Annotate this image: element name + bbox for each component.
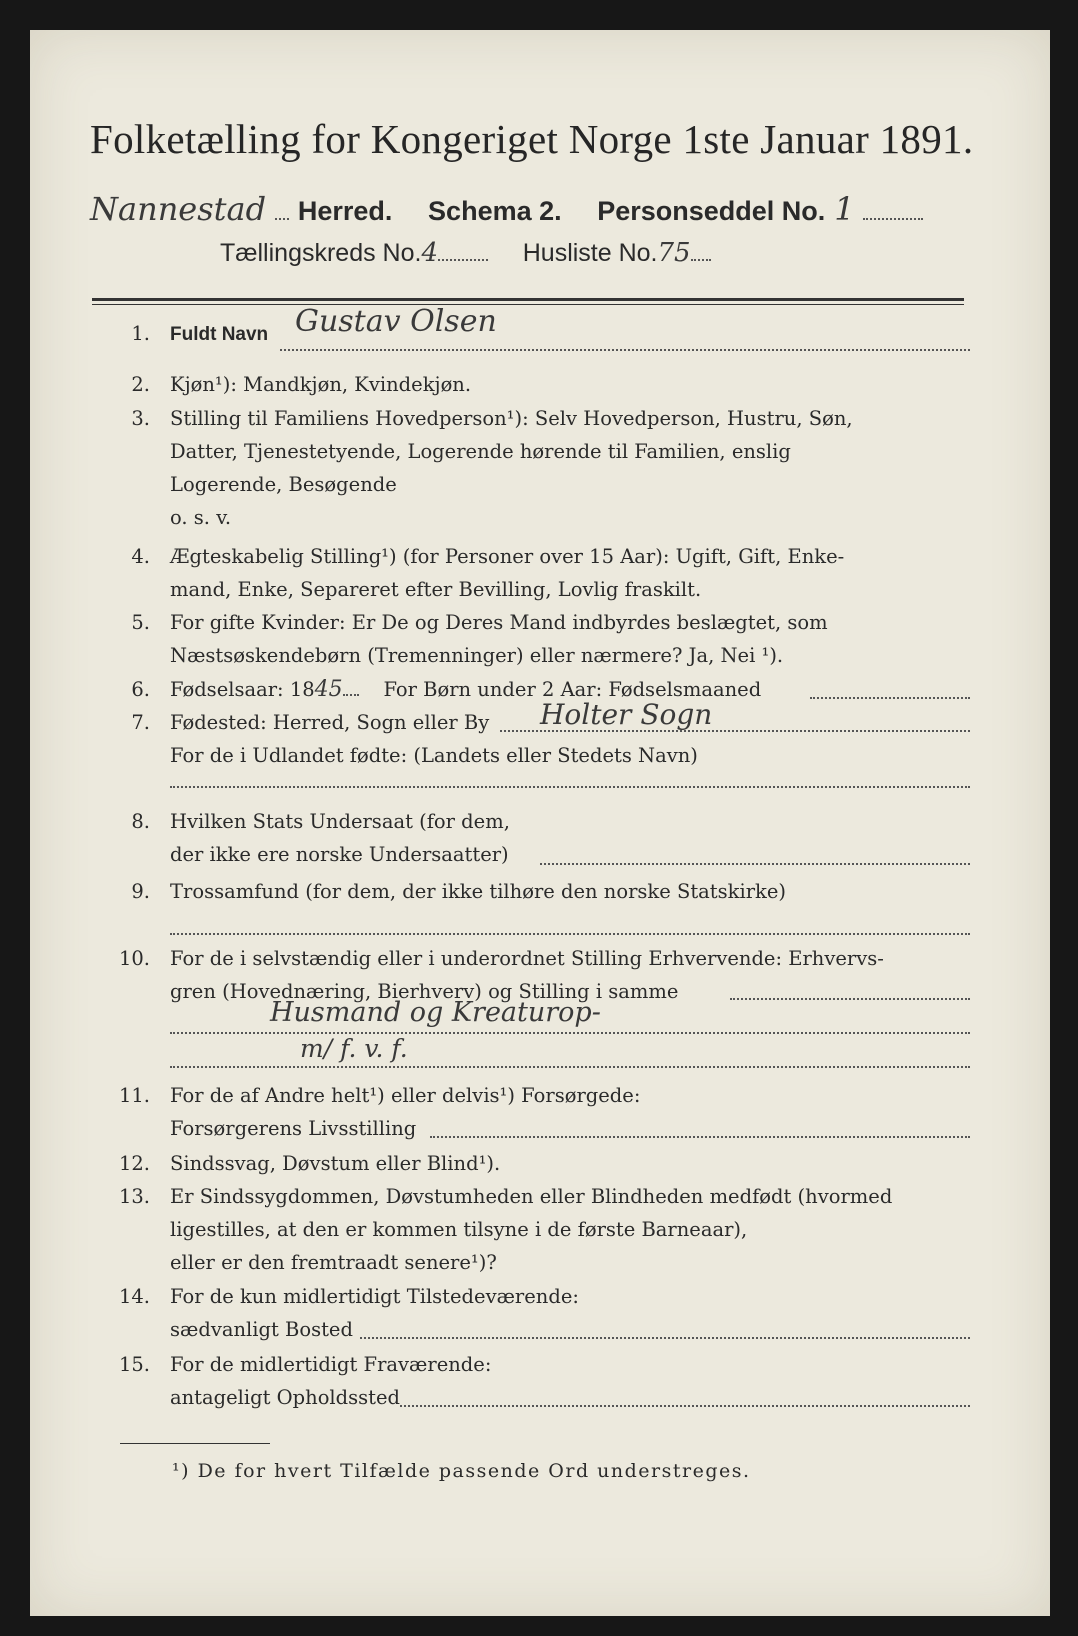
item-4 bbox=[90, 540, 970, 606]
husliste-label: Husliste No. bbox=[522, 239, 658, 267]
item-number: 15. bbox=[118, 1353, 150, 1376]
item-9 bbox=[90, 875, 970, 941]
item-label: For de kun midlertidigt Tilstedeværende: bbox=[170, 1285, 579, 1308]
dotted-fill bbox=[691, 259, 711, 261]
item-number: 4. bbox=[131, 545, 150, 568]
dotted-fill bbox=[863, 218, 923, 220]
occupation-answer: Husmand og Kreaturop- bbox=[270, 997, 601, 1028]
husliste-number: 75 bbox=[657, 238, 691, 268]
item-12 bbox=[90, 1147, 970, 1180]
item-1 bbox=[90, 305, 970, 355]
answer-line bbox=[170, 933, 970, 935]
item-number: 12. bbox=[118, 1152, 150, 1175]
item-label: Trossamfund (for dem, der ikke tilhøre den norske Statskirke) bbox=[170, 880, 786, 903]
item-6 bbox=[90, 673, 970, 706]
dotted-fill bbox=[438, 259, 488, 261]
footnote-rule bbox=[120, 1443, 270, 1444]
item-number: 13. bbox=[118, 1185, 150, 1208]
item-label: For Børn under 2 Aar: Fødselsmaaned bbox=[383, 678, 762, 701]
personseddel-number: 1 bbox=[834, 190, 855, 228]
item-label-cont: eller er den fremtraadt senere¹)? bbox=[170, 1251, 497, 1274]
answer-line bbox=[540, 863, 970, 865]
item-label: Kjøn¹): Mandkjøn, Kvindekjøn. bbox=[170, 373, 472, 396]
item-7 bbox=[90, 698, 970, 786]
item-label: For gifte Kvinder: Er De og Deres Mand indbyrdes beslægtet, som bbox=[170, 611, 828, 634]
item-label-cont: antageligt Opholdssted bbox=[170, 1386, 401, 1409]
item-number: 6. bbox=[131, 678, 150, 701]
item-label: Fødested: Herred, Sogn eller By bbox=[170, 711, 490, 734]
item-8 bbox=[90, 805, 970, 871]
item-label: Fødselsaar: 18 bbox=[170, 678, 315, 701]
item-label: Ægteskabelig Stilling¹) (for Personer over 15 Aar): Ugift, Gift, Enke- bbox=[170, 545, 845, 568]
personseddel-label: Personseddel No. bbox=[597, 196, 826, 226]
item-label-cont: der ikke ere norske Undersaatter) bbox=[170, 843, 509, 866]
item-number: 7. bbox=[131, 711, 150, 734]
item-label: For de midlertidigt Fraværende: bbox=[170, 1353, 492, 1376]
item-10 bbox=[90, 942, 970, 1072]
item-label: Stilling til Familiens Hovedperson¹): Selv Hovedperson, Hustru, Søn, bbox=[170, 407, 853, 430]
header-rule bbox=[92, 298, 964, 301]
item-label: Fuldt Navn bbox=[170, 324, 269, 345]
item-11 bbox=[90, 1079, 970, 1145]
item-label-cont: gren (Hovednæring, Bierhverv) og Stilling i samme bbox=[170, 980, 679, 1003]
footnote: ¹) De for hvert Tilfælde passende Ord understreges. bbox=[172, 1460, 751, 1482]
answer-line bbox=[170, 1066, 970, 1068]
header-line-kreds bbox=[220, 238, 711, 268]
item-number: 10. bbox=[118, 947, 150, 970]
item-label-cont: mand, Enke, Separeret efter Bevilling, Lovlig fraskilt. bbox=[170, 578, 702, 601]
answer-line bbox=[500, 730, 970, 732]
full-name-answer: Gustav Olsen bbox=[295, 304, 497, 339]
item-label-cont: o. s. v. bbox=[170, 506, 232, 529]
item-label-cont: Datter, Tjenestetyende, Logerende hørende til Familien, enslig bbox=[170, 440, 791, 463]
dotted-fill bbox=[343, 694, 359, 696]
item-number: 14. bbox=[118, 1285, 150, 1308]
item-label: For de i selvstændig eller i underordnet Stilling Erhvervende: Erhvervs- bbox=[170, 947, 884, 970]
dotted-fill bbox=[275, 218, 289, 220]
item-label: Sindssvag, Døvstum eller Blind¹). bbox=[170, 1152, 501, 1175]
item-label-cont: Logerende, Besøgende bbox=[170, 473, 397, 496]
form-title: Folketælling for Kongeriget Norge 1ste Januar 1891. bbox=[90, 116, 974, 162]
answer-line bbox=[170, 1032, 970, 1034]
answer-line bbox=[280, 349, 970, 351]
item-label: Hvilken Stats Undersaat (for dem, bbox=[170, 810, 510, 833]
answer-line bbox=[810, 697, 970, 699]
birth-year-answer: 45 bbox=[314, 677, 343, 702]
taellingskreds-label: Tællingskreds No. bbox=[220, 239, 422, 267]
item-number: 9. bbox=[131, 880, 150, 903]
item-number: 3. bbox=[131, 407, 150, 430]
answer-line bbox=[170, 786, 970, 788]
item-number: 5. bbox=[131, 611, 150, 634]
census-form bbox=[30, 30, 1050, 1616]
item-number: 2. bbox=[131, 373, 150, 396]
item-number: 11. bbox=[118, 1084, 150, 1107]
answer-line bbox=[400, 1405, 970, 1407]
item-label-cont: Næstsøskendebørn (Tremenninger) eller nærmere? Ja, Nei ¹). bbox=[170, 644, 784, 667]
item-label-cont: Forsørgerens Livsstilling bbox=[170, 1117, 417, 1140]
answer-line bbox=[730, 998, 970, 1000]
item-label: Er Sindssygdommen, Døvstumheden eller Blindheden medfødt (hvormed bbox=[170, 1185, 893, 1208]
herred-handwritten: Nannestad bbox=[90, 190, 267, 228]
item-3 bbox=[90, 402, 970, 534]
item-label: For de af Andre helt¹) eller delvis¹) Forsørgede: bbox=[170, 1084, 641, 1107]
answer-line bbox=[360, 1337, 970, 1339]
item-14 bbox=[90, 1280, 970, 1346]
item-15 bbox=[90, 1348, 970, 1414]
header-line-herred bbox=[90, 190, 923, 228]
item-label-cont: ligestilles, at den er kommen tilsyne i de første Barneaar), bbox=[170, 1218, 748, 1241]
item-label-cont: sædvanligt Bosted bbox=[170, 1318, 353, 1341]
answer-line bbox=[430, 1136, 970, 1138]
item-13 bbox=[90, 1180, 970, 1279]
item-5 bbox=[90, 606, 970, 672]
occupation-answer-cont: m/ f. v. f. bbox=[300, 1034, 408, 1063]
item-number: 8. bbox=[131, 810, 150, 833]
item-2 bbox=[90, 368, 970, 401]
item-label-cont: For de i Udlandet fødte: (Landets eller Stedets Navn) bbox=[170, 744, 698, 767]
schema-label: Schema 2. bbox=[428, 196, 562, 226]
herred-label: Herred. bbox=[297, 196, 393, 226]
item-number: 1. bbox=[131, 322, 150, 345]
birthplace-answer: Holter Sogn bbox=[540, 698, 713, 731]
taellingskreds-number: 4 bbox=[421, 238, 438, 268]
